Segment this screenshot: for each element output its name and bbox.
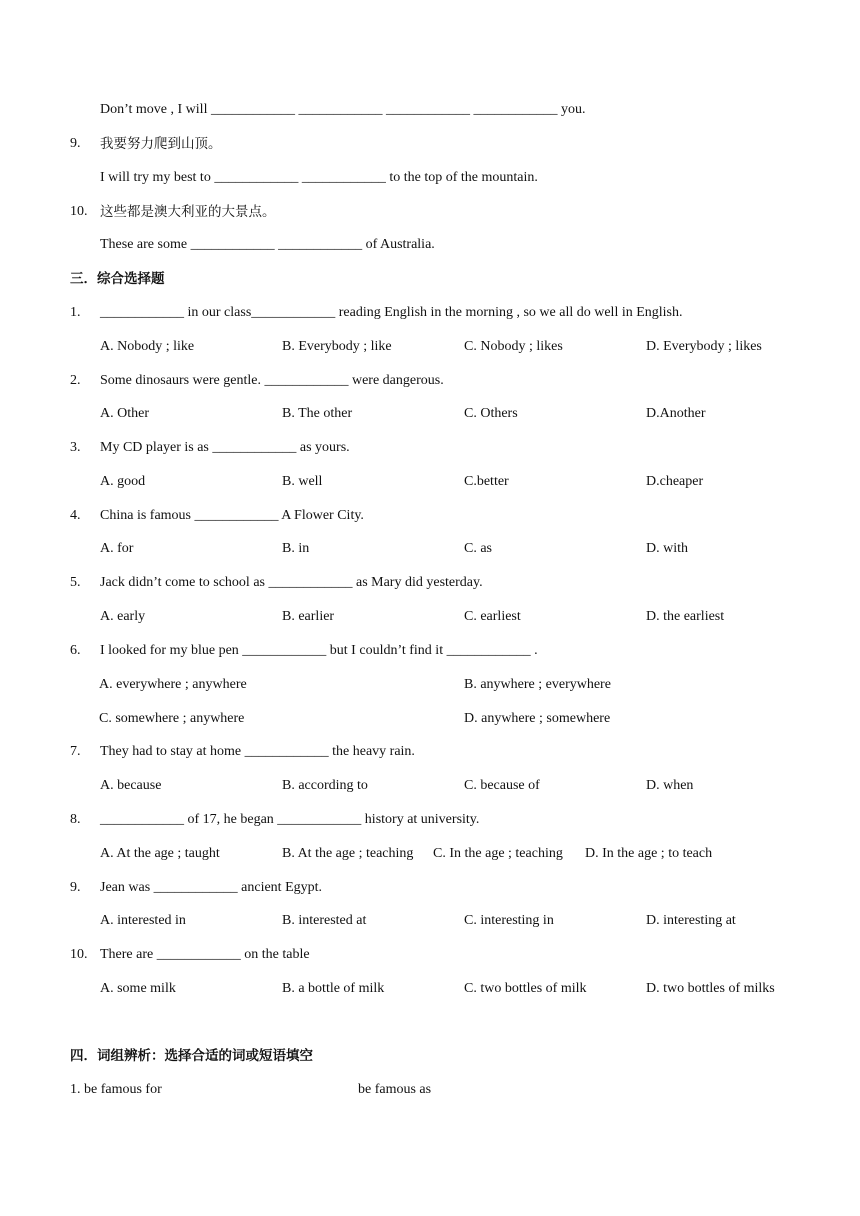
option-a: A. At the age ; taught — [100, 846, 220, 861]
sentence-line: I will try my best to ____________ ____________ to the top of the mountain. — [100, 170, 538, 185]
phrase-item: be famous as — [358, 1082, 432, 1097]
question-number: 1. — [70, 305, 81, 320]
option-b: B. The other — [282, 406, 353, 421]
question-text: Some dinosaurs were gentle. ____________ were dangerous. — [100, 373, 444, 388]
question-text: ____________ of 17, he began ____________ history at university. — [100, 812, 480, 827]
option-d: D. anywhere ; somewhere — [464, 711, 611, 726]
question-number: 10. — [70, 204, 88, 219]
question-number: 9. — [70, 136, 81, 151]
option-c: C. two bottles of milk — [464, 981, 587, 996]
option-a: A. interested in — [100, 913, 186, 928]
option-d: D. the earliest — [646, 609, 725, 624]
option-b: B. anywhere ; everywhere — [464, 677, 611, 692]
option-b: B. At the age ; teaching — [282, 846, 414, 861]
option-a: A. because — [100, 778, 162, 793]
option-c: C. because of — [464, 778, 540, 793]
question-text: Jack didn’t come to school as ____________ as Mary did yesterday. — [100, 575, 483, 590]
option-c: C. Others — [464, 406, 518, 421]
question-number: 3. — [70, 440, 81, 455]
option-c: C.better — [464, 474, 509, 489]
question-number: 10. — [70, 947, 88, 962]
option-a: A. for — [100, 541, 134, 556]
option-a: A. some milk — [100, 981, 176, 996]
sentence-line: These are some ____________ ____________ of Australia. — [100, 237, 435, 252]
question-text: China is famous ____________ A Flower City. — [100, 508, 364, 523]
question-text: I looked for my blue pen ____________ but I couldn’t find it ____________ . — [100, 643, 538, 658]
option-a: A. good — [100, 474, 146, 489]
question-text: Jean was ____________ ancient Egypt. — [100, 880, 323, 895]
option-d: D. interesting at — [646, 913, 736, 928]
option-d: D. when — [646, 778, 694, 793]
option-b: B. according to — [282, 778, 368, 793]
option-d: D. Everybody ; likes — [646, 339, 762, 354]
option-c: C. In the age ; teaching — [433, 846, 563, 861]
option-c: C. earliest — [464, 609, 521, 624]
option-a: A. early — [100, 609, 146, 624]
question-number: 8. — [70, 812, 81, 827]
question-number: 5. — [70, 575, 81, 590]
option-c: C. as — [464, 541, 492, 556]
option-d: D. two bottles of milks — [646, 981, 775, 996]
option-c: C. somewhere ; anywhere — [99, 711, 245, 726]
option-a: A. Other — [100, 406, 149, 421]
question-text: My CD player is as ____________ as yours. — [100, 440, 350, 455]
question-number: 9. — [70, 880, 81, 895]
chinese-prompt: 我要努力爬到山顶。 — [100, 136, 222, 152]
chinese-prompt: 这些都是澳大利亚的大景点。 — [100, 204, 276, 220]
option-d: D. with — [646, 541, 688, 556]
option-b: B. a bottle of milk — [282, 981, 385, 996]
option-a: A. everywhere ; anywhere — [99, 677, 247, 692]
option-c: C. Nobody ; likes — [464, 339, 563, 354]
question-text: There are ____________ on the table — [100, 947, 310, 962]
option-c: C. interesting in — [464, 913, 554, 928]
section-heading: 三．综合选择题 — [70, 271, 165, 287]
question-number: 6. — [70, 643, 81, 658]
option-b: B. well — [282, 474, 323, 489]
question-text: ____________ in our class____________ reading English in the morning , so we all do well in English. — [100, 305, 683, 320]
question-number: 7. — [70, 744, 81, 759]
option-b: B. earlier — [282, 609, 335, 624]
section-heading: 四．词组辨析：选择合适的词或短语填空 — [70, 1048, 313, 1064]
option-a: A. Nobody ; like — [100, 339, 195, 354]
option-b: B. in — [282, 541, 310, 556]
option-d: D.Another — [646, 406, 706, 421]
option-b: B. interested at — [282, 913, 367, 928]
option-d: D.cheaper — [646, 474, 704, 489]
question-text: They had to stay at home ____________ the heavy rain. — [100, 744, 415, 759]
option-b: B. Everybody ; like — [282, 339, 392, 354]
sentence-line: Don’t move , I will ____________ ____________ ____________ ____________ you. — [100, 102, 586, 117]
option-d: D. In the age ; to teach — [585, 846, 713, 861]
question-number: 2. — [70, 373, 81, 388]
question-number: 4. — [70, 508, 81, 523]
phrase-item: 1. be famous for — [70, 1082, 162, 1097]
